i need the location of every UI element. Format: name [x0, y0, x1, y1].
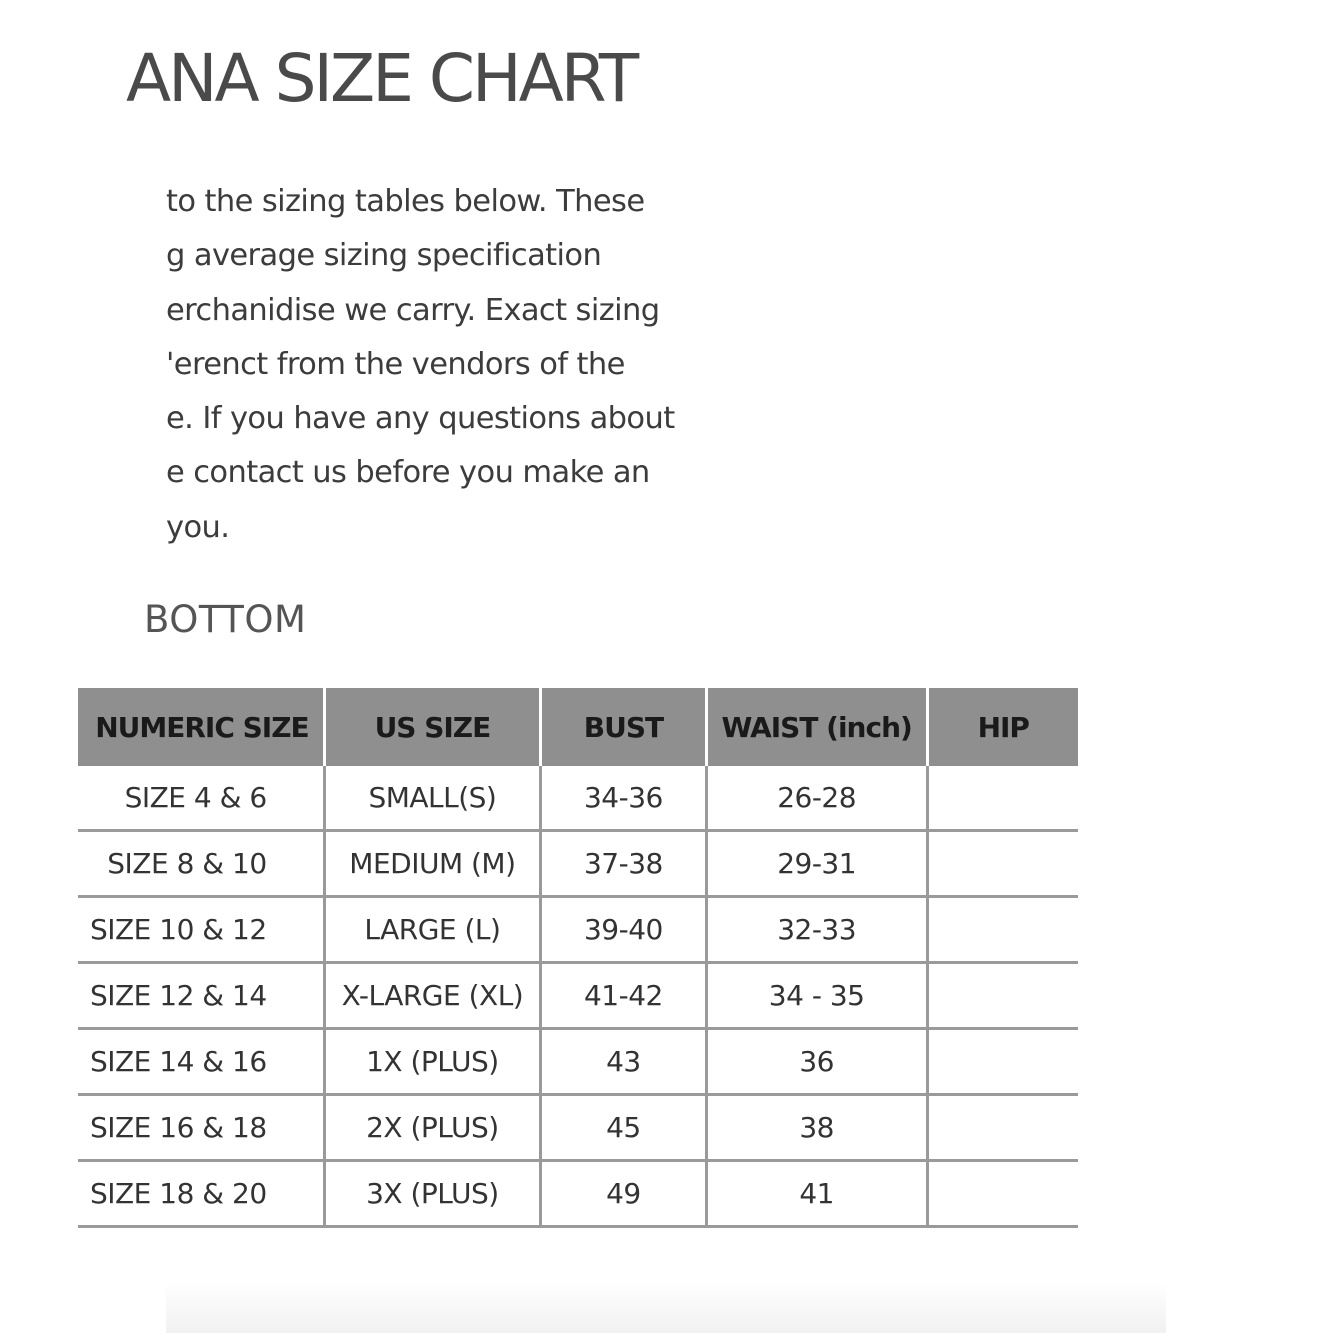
cell-us-size: 3X (PLUS) [324, 1161, 540, 1227]
cell-numeric-size: SIZE 8 & 10 [78, 831, 324, 897]
cell-waist: 36 [706, 1029, 927, 1095]
cell-us-size: SMALL(S) [324, 766, 540, 831]
table-row [78, 1095, 1078, 1161]
cell-hip [927, 897, 1078, 963]
table-row [78, 1161, 1078, 1227]
table-row [78, 831, 1078, 897]
size-table [78, 688, 1078, 1228]
cell-waist: 29-31 [706, 831, 927, 897]
table-header-row [78, 688, 1078, 766]
cell-bust: 43 [541, 1029, 707, 1095]
cell-numeric-size: SIZE 4 & 6 [78, 766, 324, 831]
cell-hip [927, 1029, 1078, 1095]
page-viewport [89, 0, 1166, 1333]
cell-hip [927, 1161, 1078, 1227]
cell-hip [927, 831, 1078, 897]
cell-waist: 38 [706, 1095, 927, 1161]
column-header-numeric-size: NUMERIC SIZE [78, 688, 324, 766]
cell-numeric-size: SIZE 10 & 12 [78, 897, 324, 963]
cell-numeric-size: SIZE 12 & 14 [78, 963, 324, 1029]
table-row [78, 897, 1078, 963]
cell-numeric-size: SIZE 18 & 20 [78, 1161, 324, 1227]
column-header-hip: HIP [927, 688, 1078, 766]
cell-bust: 49 [541, 1161, 707, 1227]
intro-line: to the sizing tables below. These [166, 184, 645, 219]
cell-us-size: MEDIUM (M) [324, 831, 540, 897]
intro-line: you. [166, 509, 230, 545]
column-header-bust: BUST [541, 688, 707, 766]
cell-us-size: LARGE (L) [324, 897, 540, 963]
cell-bust: 39-40 [541, 897, 707, 963]
cell-us-size: 2X (PLUS) [324, 1095, 540, 1161]
intro-line: g average sizing specification [166, 238, 602, 274]
table-row [78, 1029, 1078, 1095]
cell-numeric-size: SIZE 16 & 18 [78, 1095, 324, 1161]
cell-waist: 32-33 [706, 897, 927, 963]
cell-waist: 26-28 [706, 766, 927, 831]
cell-hip [927, 963, 1078, 1029]
column-header-waist: WAIST (inch) [706, 688, 927, 766]
cell-bust: 37-38 [541, 831, 707, 897]
cell-hip [927, 766, 1078, 831]
cell-bust: 45 [541, 1095, 707, 1161]
cell-waist: 41 [706, 1161, 927, 1227]
table-row [78, 766, 1078, 831]
section-heading-bottom: BOTTOM [144, 598, 307, 641]
intro-line: erchanidise we carry. Exact sizing [166, 292, 660, 328]
intro-line: e contact us before you make an [166, 455, 650, 491]
cell-bust: 41-42 [541, 963, 707, 1029]
table-row [78, 963, 1078, 1029]
cell-us-size: 1X (PLUS) [324, 1029, 540, 1095]
column-header-us-size: US SIZE [324, 688, 540, 766]
cell-us-size: X-LARGE (XL) [324, 963, 540, 1029]
intro-line: e. If you have any questions about [166, 401, 675, 437]
cell-waist: 34 - 35 [706, 963, 927, 1029]
cell-numeric-size: SIZE 14 & 16 [78, 1029, 324, 1095]
page-title: ANA SIZE CHART [126, 40, 637, 117]
footer-fade [166, 1282, 1166, 1333]
cell-bust: 34-36 [541, 766, 707, 831]
intro-line: 'erenct from the vendors of the [166, 346, 625, 382]
intro-paragraph [166, 175, 726, 555]
cell-hip [927, 1095, 1078, 1161]
